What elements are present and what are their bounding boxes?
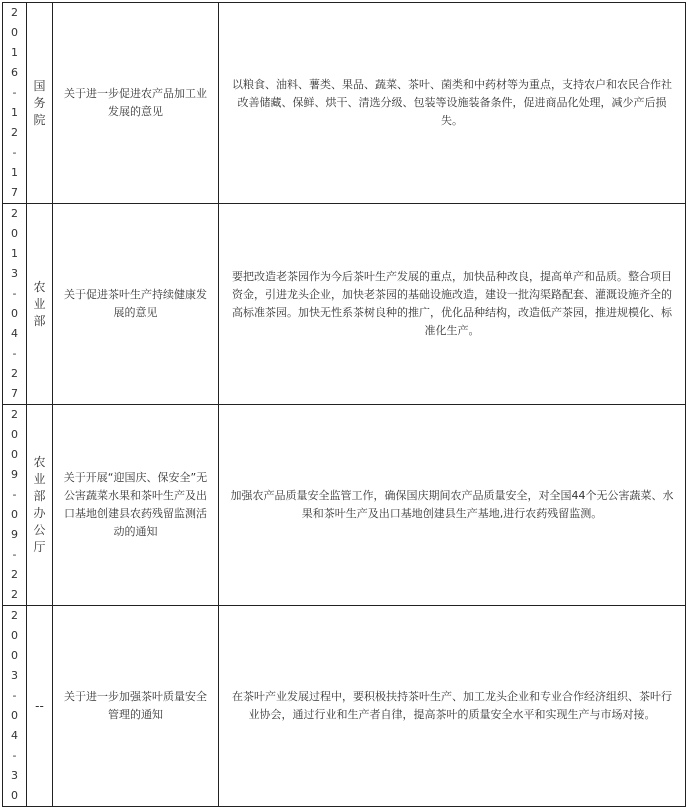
- date-char: 4: [11, 729, 18, 742]
- date-text: [3, 204, 26, 404]
- date-char: 7: [11, 186, 18, 199]
- date-char: -: [12, 689, 17, 702]
- date-char: 2: [11, 588, 18, 601]
- document-title: 关于开展“迎国庆、保安全”无公害蔬菜水果和茶叶生产及出口基地创建县农药残留监测活动的通知: [63, 471, 208, 538]
- agency-char: 部: [33, 313, 46, 328]
- date-char: -: [12, 146, 17, 159]
- date-char: 2: [11, 207, 18, 220]
- date-text: [3, 3, 26, 203]
- date-char: 1: [11, 166, 18, 179]
- agency-char: 农: [33, 455, 46, 469]
- content-cell: [219, 3, 686, 204]
- date-char: 7: [11, 387, 18, 400]
- date-cell: [3, 405, 27, 606]
- agency-char: 公: [33, 523, 46, 537]
- content-cell: [219, 405, 686, 606]
- date-text: [3, 405, 26, 605]
- title-cell: [53, 405, 219, 606]
- date-char: 9: [11, 468, 18, 481]
- date-char: -: [12, 287, 17, 300]
- date-char: 0: [11, 428, 18, 441]
- date-char: 0: [11, 649, 18, 662]
- document-title: 关于进一步促进农产品加工业发展的意见: [64, 87, 207, 118]
- date-cell: [3, 3, 27, 204]
- date-char: 0: [11, 629, 18, 642]
- title-cell: [53, 3, 219, 204]
- agency-char: --: [35, 698, 44, 713]
- date-text: [3, 606, 26, 806]
- date-char: 4: [11, 327, 18, 340]
- date-char: 9: [11, 528, 18, 541]
- table-row: [3, 405, 686, 606]
- date-char: 0: [11, 307, 18, 320]
- date-char: 3: [11, 769, 18, 782]
- date-char: 0: [11, 448, 18, 461]
- table-row: [3, 3, 686, 204]
- agency-char: 务: [33, 95, 46, 110]
- date-char: 2: [11, 367, 18, 380]
- title-cell: [53, 606, 219, 807]
- agency-char: 厅: [33, 540, 46, 554]
- agency-text: [27, 698, 52, 715]
- agency-char: 国: [33, 78, 46, 93]
- agency-cell: [27, 405, 53, 606]
- date-char: 2: [11, 568, 18, 581]
- document-summary: 以粮食、油料、薯类、果品、蔬菜、茶叶、菌类和中药材等为重点，支持农户和农民合作社改善储藏、保鲜、烘干、清选分级、包装等设施装备条件，促进商品化处理，减少产后损失。: [232, 78, 672, 127]
- date-char: 0: [11, 508, 18, 521]
- date-char: 1: [11, 247, 18, 260]
- date-char: -: [12, 488, 17, 501]
- title-cell: [53, 204, 219, 405]
- date-char: 2: [11, 408, 18, 421]
- agency-text: [27, 78, 52, 129]
- policy-table-body: [3, 3, 686, 807]
- date-char: 0: [11, 789, 18, 802]
- agency-char: 办: [33, 506, 46, 520]
- date-cell: [3, 606, 27, 807]
- date-cell: [3, 204, 27, 405]
- date-char: 2: [11, 126, 18, 139]
- date-char: 1: [11, 46, 18, 59]
- agency-char: 农: [33, 279, 46, 294]
- document-summary: 在茶叶产业发展过程中，要积极扶持茶叶生产、加工龙头企业和专业合作经济组织、茶叶行业协会，通过行业和生产者自律，提高茶叶的质量安全水平和实现生产与市场对接。: [232, 690, 672, 721]
- agency-char: 部: [33, 489, 46, 503]
- agency-cell: [27, 3, 53, 204]
- agency-cell: [27, 606, 53, 807]
- content-cell: [219, 606, 686, 807]
- date-char: -: [12, 548, 17, 561]
- table-row: [3, 606, 686, 807]
- date-char: 0: [11, 709, 18, 722]
- date-char: 3: [11, 267, 18, 280]
- document-summary: 加强农产品质量安全监管工作，确保国庆期间农产品质量安全，对全国44个无公害蔬菜、水果和茶叶生产及出口基地创建县生产基地,进行农药残留监测。: [230, 489, 674, 520]
- date-char: 2: [11, 6, 18, 19]
- table-row: [3, 204, 686, 405]
- date-char: 6: [11, 66, 18, 79]
- date-char: -: [12, 347, 17, 360]
- date-char: 2: [11, 609, 18, 622]
- agency-text: [27, 279, 52, 330]
- policy-table: [2, 2, 686, 807]
- date-char: -: [12, 749, 17, 762]
- agency-char: 院: [33, 112, 46, 127]
- agency-cell: [27, 204, 53, 405]
- agency-char: 业: [33, 472, 46, 486]
- document-summary: 要把改造老茶园作为今后茶叶生产发展的重点，加快品种改良，提高单产和品质。整合项目资金，引进龙头企业，加快老茶园的基础设施改造，建设一批沟渠路配套、灌溉设施齐全的高标准茶园。加快无性系茶树良种的推广，优化品种结构，改造低产茶园，推进规模化、标准化生产。: [232, 270, 672, 337]
- document-title: 关于进一步加强茶叶质量安全管理的通知: [64, 690, 207, 721]
- date-char: 3: [11, 669, 18, 682]
- content-cell: [219, 204, 686, 405]
- agency-text: [27, 454, 52, 556]
- date-char: 0: [11, 26, 18, 39]
- document-title: 关于促进茶叶生产持续健康发展的意见: [64, 288, 207, 319]
- date-char: 1: [11, 106, 18, 119]
- date-char: 0: [11, 227, 18, 240]
- date-char: -: [12, 86, 17, 99]
- agency-char: 业: [33, 296, 46, 311]
